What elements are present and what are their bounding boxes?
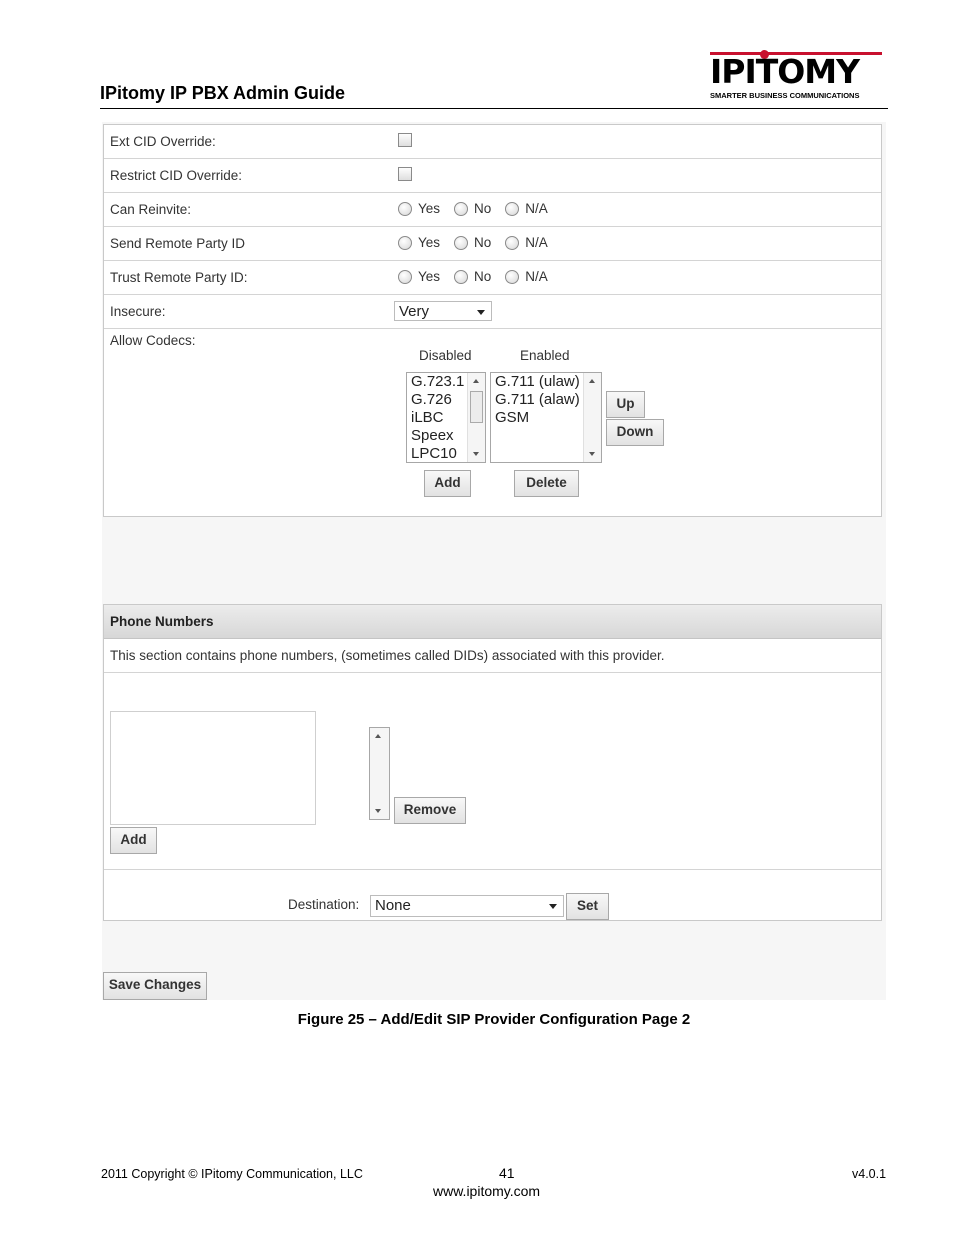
- chevron-down-icon: [549, 904, 557, 909]
- destination-set-button[interactable]: Set: [566, 893, 609, 920]
- send-remote-yes-radio[interactable]: [398, 236, 412, 250]
- logo-wordmark: IPITOMY: [710, 52, 860, 91]
- logo-tagline: SMARTER BUSINESS COMMUNICATIONS: [710, 91, 860, 100]
- destination-row: [104, 870, 881, 922]
- row-can-reinvite: [104, 193, 881, 227]
- phone-numbers-header: [104, 605, 881, 639]
- send-remote-party-label: Send Remote Party ID: [110, 236, 246, 251]
- row-ext-cid-override: [104, 125, 881, 159]
- phone-number-input-area[interactable]: [110, 711, 316, 825]
- radio-no-label: No: [474, 269, 492, 284]
- radio-yes-label: Yes: [418, 201, 441, 216]
- disabled-codecs-list[interactable]: [406, 372, 486, 463]
- list-item[interactable]: G.711 (alaw): [495, 391, 580, 408]
- destination-label: Destination:: [288, 897, 360, 912]
- document-title: IPitomy IP PBX Admin Guide: [100, 83, 346, 103]
- destination-select[interactable]: [370, 895, 564, 917]
- row-trust-remote-party-id: [104, 261, 881, 295]
- list-item[interactable]: iLBC: [411, 409, 444, 426]
- phone-numbers-panel: [103, 604, 882, 921]
- phone-numbers-description: This section contains phone numbers, (sometimes called DIDs) associated with this provider.: [110, 648, 665, 663]
- radio-na-label: N/A: [525, 201, 548, 216]
- list-item[interactable]: LPC10: [411, 445, 457, 462]
- allow-codecs-label: Allow Codecs:: [110, 333, 196, 348]
- enabled-codecs-scrollbar[interactable]: [583, 373, 601, 462]
- list-item[interactable]: G.723.1: [411, 373, 465, 390]
- save-changes-button[interactable]: Save Changes: [103, 972, 207, 1000]
- phone-remove-button[interactable]: Remove: [394, 797, 466, 824]
- codec-down-button[interactable]: Down: [606, 419, 664, 446]
- codec-add-button[interactable]: Add: [424, 470, 471, 497]
- phone-numbers-title: Phone Numbers: [110, 614, 214, 629]
- phone-add-button[interactable]: Add: [110, 827, 157, 854]
- list-item[interactable]: G.711 (ulaw): [495, 373, 580, 390]
- radio-no-label: No: [474, 235, 492, 250]
- settings-panel: [103, 124, 882, 517]
- phone-numbers-scrollbar[interactable]: [370, 728, 389, 819]
- footer-version: v4.0.1: [852, 1167, 887, 1181]
- ipitomy-logo: [710, 50, 882, 102]
- radio-na-label: N/A: [525, 269, 548, 284]
- radio-na-label: N/A: [525, 235, 548, 250]
- radio-yes-label: Yes: [418, 235, 441, 250]
- list-item[interactable]: GSM: [495, 409, 530, 426]
- scroll-thumb[interactable]: [470, 391, 483, 423]
- insecure-select-value: Very: [399, 303, 430, 320]
- row-insecure: [104, 295, 881, 329]
- phone-numbers-list[interactable]: [369, 727, 390, 820]
- enabled-codecs-header: Enabled: [520, 348, 570, 363]
- phone-numbers-description-row: [104, 639, 881, 673]
- ext-cid-override-label: Ext CID Override:: [110, 134, 216, 149]
- phone-numbers-editor: [104, 673, 881, 870]
- footer-url: www.ipitomy.com: [433, 1183, 541, 1199]
- destination-select-value: None: [375, 897, 411, 914]
- scroll-up-icon[interactable]: [375, 734, 381, 738]
- insecure-select[interactable]: [394, 301, 492, 321]
- footer-copyright: 2011 Copyright © IPitomy Communication, LLC: [101, 1167, 363, 1181]
- codec-delete-button[interactable]: Delete: [514, 470, 579, 497]
- trust-remote-yes-radio[interactable]: [398, 270, 412, 284]
- row-restrict-cid-override: [104, 159, 881, 193]
- chevron-down-icon: [477, 310, 485, 315]
- can-reinvite-yes-radio[interactable]: [398, 202, 412, 216]
- scroll-up-icon[interactable]: [473, 379, 479, 383]
- trust-remote-na-radio[interactable]: [505, 270, 519, 284]
- scroll-down-icon[interactable]: [473, 452, 479, 456]
- disabled-codecs-scrollbar[interactable]: [467, 373, 485, 462]
- enabled-codecs-items: [495, 373, 580, 427]
- ext-cid-override-checkbox[interactable]: [398, 133, 412, 147]
- radio-no-label: No: [474, 201, 492, 216]
- can-reinvite-label: Can Reinvite:: [110, 202, 192, 217]
- radio-yes-label: Yes: [418, 269, 441, 284]
- enabled-codecs-list[interactable]: [490, 372, 602, 463]
- scroll-up-icon[interactable]: [589, 379, 595, 383]
- list-item[interactable]: Speex: [411, 427, 454, 444]
- send-remote-no-radio[interactable]: [454, 236, 468, 250]
- row-send-remote-party-id: [104, 227, 881, 261]
- can-reinvite-no-radio[interactable]: [454, 202, 468, 216]
- can-reinvite-na-radio[interactable]: [505, 202, 519, 216]
- restrict-cid-override-label: Restrict CID Override:: [110, 168, 243, 183]
- list-item[interactable]: G.726: [411, 391, 452, 408]
- insecure-label: Insecure:: [110, 304, 166, 319]
- document-header: [100, 48, 888, 109]
- scroll-down-icon[interactable]: [589, 452, 595, 456]
- trust-remote-no-radio[interactable]: [454, 270, 468, 284]
- scroll-down-icon[interactable]: [375, 809, 381, 813]
- restrict-cid-override-checkbox[interactable]: [398, 167, 412, 181]
- codec-up-button[interactable]: Up: [606, 391, 645, 418]
- send-remote-na-radio[interactable]: [505, 236, 519, 250]
- row-allow-codecs: [104, 329, 881, 513]
- trust-remote-party-label: Trust Remote Party ID:: [110, 270, 248, 285]
- disabled-codecs-header: Disabled: [419, 348, 472, 363]
- footer-page-number: 41: [499, 1165, 515, 1181]
- figure-caption: Figure 25 – Add/Edit SIP Provider Configuration Page 2: [297, 1011, 691, 1028]
- disabled-codecs-items: [411, 373, 464, 463]
